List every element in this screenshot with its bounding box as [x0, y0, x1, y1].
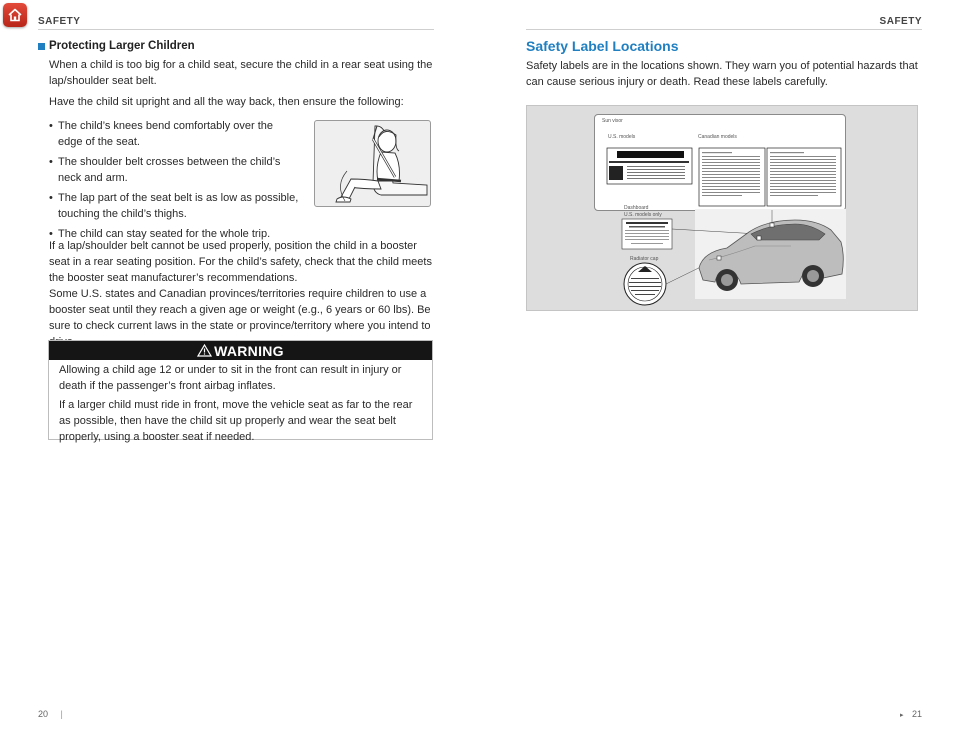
page-number-left — [38, 709, 63, 719]
warning-text: Allowing a child age 12 or under to sit in the front can result in injury or death if the passenger’s front airbag inflates. — [59, 364, 402, 392]
page-number-right — [900, 709, 922, 719]
paragraph-instructions: Have the child sit upright and all the way back, then ensure the following: — [49, 96, 404, 108]
header-rule-right — [526, 29, 922, 30]
figure-label-radiator-cap: Radiator cap — [630, 256, 659, 262]
warning-heading: WARNING — [214, 342, 284, 359]
section-title-text: Protecting Larger Children — [49, 40, 195, 52]
running-header-left: SAFETY — [38, 16, 81, 27]
home-button[interactable] — [3, 3, 27, 27]
list-item: • The shoulder belt crosses between the child’s neck and arm. — [49, 154, 299, 186]
header-rule-left — [38, 29, 434, 30]
section-title — [38, 40, 195, 52]
paragraph-booster: If a lap/shoulder belt cannot be used properly, position the child in a booster seat in a rear seating position. For the child’s safety, check that the child meets the booster seat manufacturer’s recommendations. — [49, 240, 432, 284]
warning-header — [49, 341, 432, 360]
warning-box — [48, 340, 433, 443]
checklist — [49, 118, 299, 246]
warning-text: If a larger child must ride in front, move the vehicle seat as far to the rear as possible, then have the child sit up properly and wear the seat belt properly, using a booster seat if needed. — [59, 399, 413, 443]
page-number: 21 — [911, 709, 922, 719]
list-item: • The child can stay seated for the whole trip. — [49, 226, 299, 242]
figure-label-us-models: U.S. models — [608, 134, 636, 140]
list-item: • The child’s knees bend comfortably over the edge of the seat. — [49, 118, 299, 150]
safety-label-figure — [526, 105, 918, 311]
warning-triangle-icon — [197, 344, 212, 357]
figure-label-us-only: U.S. models only — [624, 212, 662, 218]
home-icon — [7, 7, 23, 23]
section-marker-icon — [38, 43, 45, 50]
paragraph-labels: Safety labels are in the locations shown. They warn you of potential hazards that can cause serious injury or death. Read these labels carefully. — [526, 60, 918, 88]
figure-label-sun-visor: Sun visor — [602, 118, 623, 124]
paragraph-laws: Some U.S. states and Canadian provinces/territories require children to use a booster seat until they reach a given age or weight (e.g., 6 years or 60 lbs). Be sure to check current laws in the state or province/territory where you intend to — [49, 288, 431, 332]
child-seatbelt-illustration — [314, 120, 431, 207]
page-divider: | — [60, 709, 63, 719]
figure-label-dashboard: Dashboard — [624, 205, 649, 211]
vehicle-labels-art — [527, 106, 919, 312]
paragraph-intro: When a child is too big for a child seat, secure the child in a rear seat using the lap/shoulder seat belt. — [49, 59, 433, 87]
figure-label-canadian-models: Canadian models — [698, 134, 737, 140]
list-item: • The lap part of the seat belt is as low as possible, touching the child’s thighs. — [49, 190, 299, 222]
page-number: 20 — [38, 709, 49, 719]
page-title: Safety Label Locations — [526, 38, 679, 54]
running-header-right: SAFETY — [879, 16, 922, 27]
triangle-icon: ▸ — [899, 712, 904, 719]
